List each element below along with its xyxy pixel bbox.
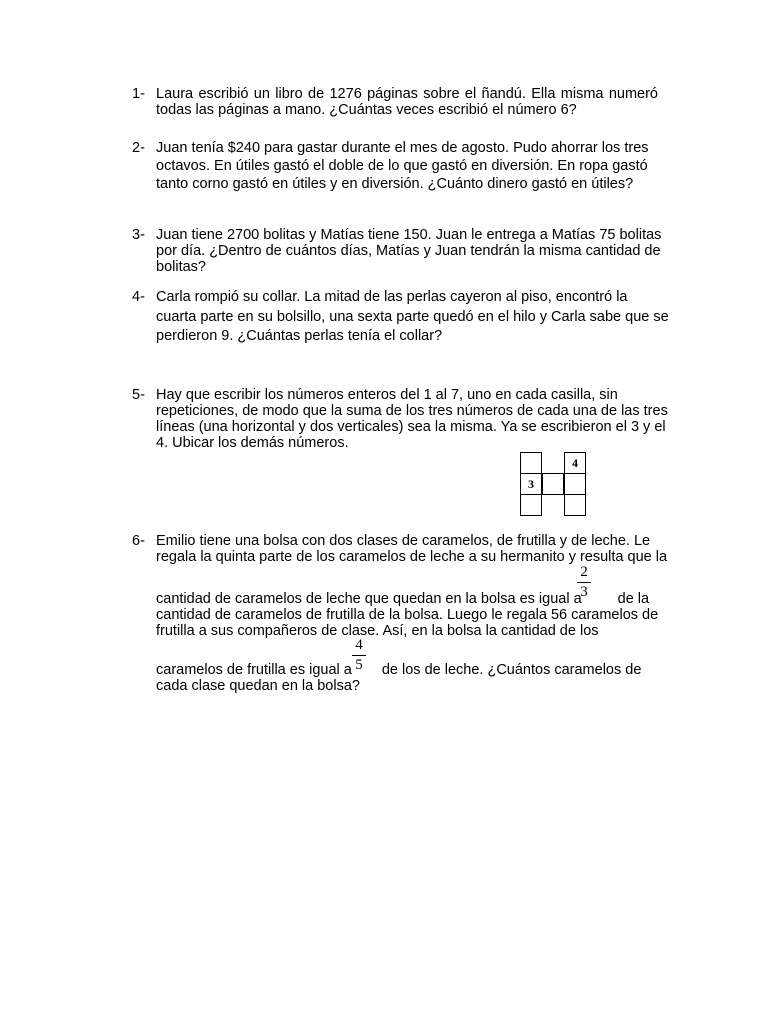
fraction-denominator: 5 <box>355 657 363 673</box>
grid-cell <box>542 473 564 495</box>
grid-cell <box>564 494 586 516</box>
problem-text-line: cantidad de caramelos de frutilla de la bolsa. Luego le regala 56 caramelos de <box>156 607 659 623</box>
problem-text-line: frutilla a sus compañeros de clase. Así, en la bolsa la cantidad de los <box>156 623 599 639</box>
problem-text-line: líneas (una horizontal y dos verticales) sea la misma. Ya se escribieron el 3 y el <box>156 419 666 435</box>
problem-4 <box>132 288 669 347</box>
problem-2 <box>132 139 658 193</box>
problem-number: 4- <box>132 289 145 305</box>
problem-number: 6- <box>132 533 145 549</box>
problem-text-segment: caramelos de frutilla es igual a <box>156 662 352 678</box>
problem-1 <box>132 86 658 118</box>
fraction-two-thirds <box>577 565 591 600</box>
problem-text-line: cada clase quedan en la bolsa? <box>156 678 360 694</box>
problem-text-line: perdieron 9. ¿Cuántas perlas tenía el collar? <box>156 328 443 344</box>
problem-number: 5- <box>132 387 145 403</box>
problem-text-line: 4. Ubicar los demás números. <box>156 435 349 451</box>
problem-3 <box>132 227 662 275</box>
problem-text-line: Juan tiene 2700 bolitas y Matías tiene 150. Juan le entrega a Matías 75 bolitas <box>156 227 662 243</box>
problem-text-line: todas las páginas a mano. ¿Cuántas veces escribió el número 6? <box>156 102 577 118</box>
fraction-numerator: 4 <box>355 637 363 653</box>
grid-cell <box>520 452 542 474</box>
grid-cell <box>520 494 542 516</box>
fraction-denominator: 3 <box>580 584 588 600</box>
problem-6 <box>132 533 668 565</box>
problem-text-line: Hay que escribir los números enteros del 1 al 7, uno en cada casilla, sin <box>156 387 618 403</box>
fraction-four-fifths <box>352 638 366 673</box>
problem-text-line: Carla rompió su collar. La mitad de las perlas cayeron al piso, encontró la <box>156 289 628 305</box>
problem-number: 3- <box>132 227 145 243</box>
fraction-numerator: 2 <box>580 564 588 580</box>
problem-text-segment: cantidad de caramelos de leche que quedan en la bolsa es igual a <box>156 591 582 607</box>
problem-text-line <box>156 662 658 678</box>
problem-5 <box>132 387 668 451</box>
problem-text-segment: de los de leche. ¿Cuántos caramelos de <box>381 662 642 678</box>
problem-text-line: por día. ¿Dentro de cuántos días, Matías y Juan tendrán la misma cantidad de <box>156 243 661 259</box>
problem-text-line: regala la quinta parte de los caramelos de leche a su hermanito y resulta que la <box>156 549 668 565</box>
problem-text-line: Emilio tiene una bolsa con dos clases de caramelos, de frutilla y de leche. Le <box>156 533 651 549</box>
fraction-bar <box>352 655 366 656</box>
number-grid <box>520 452 588 515</box>
problem-text-line: tanto corno gastó en útiles y en diversión. ¿Cuánto dinero gastó en útiles? <box>156 176 634 192</box>
fraction-bar <box>577 582 591 583</box>
problem-text-segment: de la <box>617 591 650 607</box>
problem-text-line: bolitas? <box>156 259 206 275</box>
grid-cell-given: 4 <box>564 452 586 474</box>
problem-text-line: cuarta parte en su bolsillo, una sexta parte quedó en el hilo y Carla sabe que se <box>156 308 669 325</box>
problem-text-line: Juan tenía $240 para gastar durante el mes de agosto. Pudo ahorrar los tres <box>156 140 649 156</box>
problem-number: 1- <box>132 86 145 102</box>
problem-number: 2- <box>132 140 145 156</box>
grid-cell-given: 3 <box>520 473 542 495</box>
problem-text-line: Laura escribió un libro de 1276 páginas sobre el ñandú. Ella misma numeró <box>156 86 658 102</box>
problem-text-line: octavos. En útiles gastó el doble de lo que gastó en diversión. En ropa gastó <box>156 158 648 174</box>
grid-cell <box>564 473 586 495</box>
problem-6-end <box>132 662 658 694</box>
problem-text-line: repeticiones, de modo que la suma de los tres números de cada una de las tres <box>156 403 668 419</box>
